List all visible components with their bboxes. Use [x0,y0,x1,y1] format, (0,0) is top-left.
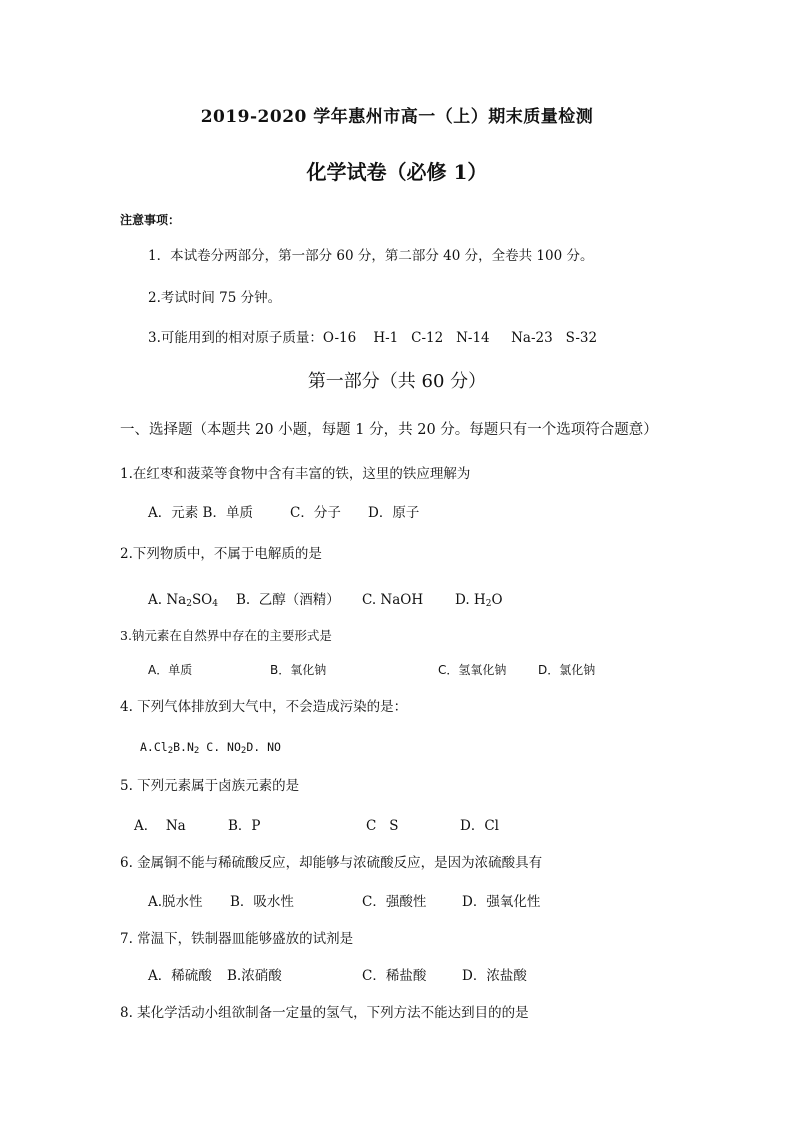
question-6-stem: 6. 金属铜不能与稀硫酸反应，却能够与浓硫酸反应，是因为浓硫酸具有 [120,855,543,871]
question-5-option-c: C S [366,818,399,834]
question-1-option-c: C．分子 [290,505,341,521]
question-2-option-b: B. 乙醇（酒精） [236,592,340,608]
question-7-stem: 7. 常温下，铁制器皿能够盛放的试剂是 [120,931,354,947]
question-1-stem: 1.在红枣和菠菜等食物中含有丰富的铁，这里的铁应理解为 [120,466,471,482]
notice-item-1: 1．本试卷分两部分，第一部分 60 分，第二部分 40 分，全卷共 100 分。 [148,248,594,264]
question-2-stem: 2.下列物质中，不属于电解质的是 [120,546,322,562]
exam-title: 2019-2020 学年惠州市高一（上）期末质量检测 [200,107,594,127]
question-7-option-a: A．稀硫酸 [148,968,212,984]
notice-item-2: 2.考试时间 75 分钟。 [148,290,282,306]
exam-subtitle: 化学试卷（必修 1） [306,160,488,184]
question-8-stem: 8. 某化学活动小组欲制备一定量的氢气，下列方法不能达到目的的是 [120,1005,529,1021]
question-3-option-a: A．单质 [148,663,193,677]
question-7-option-c: C．稀盐酸 [362,968,427,984]
question-6-option-a: A.脱水性 [148,894,203,910]
question-2-option-c: C. NaOH [362,592,424,608]
notice-heading: 注意事项： [120,213,181,227]
question-3-stem: 3.钠元素在自然界中存在的主要形式是 [120,628,332,643]
question-7-option-d: D．浓盐酸 [462,968,527,984]
question-4-stem: 4. 下列气体排放到大气中，不会造成污染的是： [120,699,408,715]
question-5-option-a: A． Na [134,818,186,834]
question-4-options: $A.Cl_2B.N_2$ C. $NO_2D$. NO [140,740,281,756]
question-7-option-b: B.浓硝酸 [227,968,282,984]
question-2-option-a: A. $Na_2SO_4$ [148,592,218,609]
question-6-option-b: B．吸水性 [230,894,294,910]
question-1-option-ab: A．元素 B．单质 [148,505,253,521]
part1-heading: 第一部分（共 60 分） [307,371,487,392]
question-2-option-d: D. $H_2O$ [455,592,503,609]
question-1-option-d: D．原子 [368,505,420,521]
question-3-option-d: D．氯化钠 [538,663,596,677]
question-5-option-b: B．P [228,818,261,834]
question-5-option-d: D．Cl [460,818,499,834]
question-5-stem: 5. 下列元素属于卤族元素的是 [120,778,300,794]
notice-item-3: 3.可能用到的相对原子质量：O-16 H-1 C-12 N-14 Na-23 S-32 [148,330,598,346]
question-6-option-c: C．强酸性 [362,894,427,910]
question-3-option-c: C．氢氧化钠 [438,663,507,677]
question-3-option-b: B．氧化钠 [270,663,327,677]
section-heading: 一、选择题（本题共 20 小题，每题 1 分，共 20 分。每题只有一个选项符合题意） [120,422,658,438]
question-6-option-d: D．强氧化性 [462,894,541,910]
